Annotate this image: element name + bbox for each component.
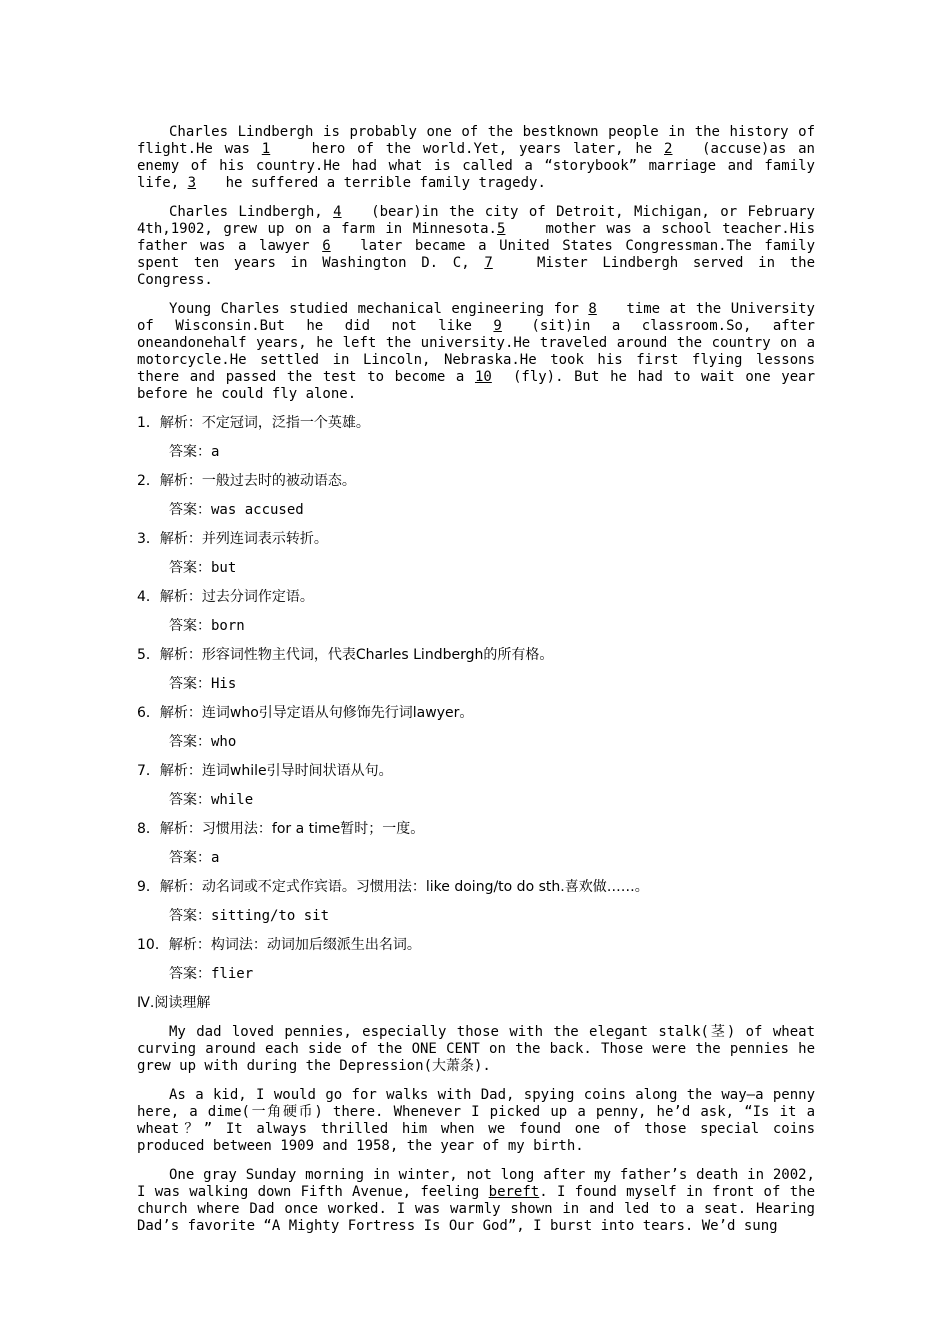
answer-label: 答案： (169, 734, 211, 750)
answer-value: while (211, 792, 254, 808)
explanation-9: 9．解析：动名词或不定式作宾语。习惯用法：like doing/to do sth.喜欢做……。 (137, 879, 649, 895)
blank-5: 5 (497, 221, 506, 237)
text-run: (bear)in the city of Detroit, Michigan, or February 4th,1902, grew up on a farm in Minnesota. (137, 204, 815, 237)
answer-value: a (211, 444, 220, 460)
blank-2: 2 (664, 141, 673, 157)
answer-value: born (211, 618, 245, 634)
blank-7: 7 (484, 255, 493, 271)
blank-8: 8 (588, 301, 597, 317)
answer-2 (137, 502, 815, 519)
blank-1: 1 (261, 141, 271, 157)
text-run: later became a United States Congressman.The family spent ten years in Washington D. C, (137, 238, 815, 271)
cloze-paragraph-2 (137, 204, 815, 289)
explanation-8: 8．解析：习惯用法：for a time暂时；一度。 (137, 821, 425, 837)
cloze-paragraph-3 (137, 301, 815, 403)
text-run: (fly). But he had to wait one year before he could fly alone. (137, 369, 816, 402)
answer-label: 答案： (169, 792, 211, 808)
text-run: (accuse)as an enemy of his country.He had what is called a “storybook” marriage and family life, (137, 141, 815, 191)
blank-6: 6 (322, 238, 331, 254)
text-run: Young Charles studied mechanical engineering for (169, 301, 589, 317)
answer-value: His (211, 676, 237, 692)
answer-10 (137, 966, 815, 983)
text-run: Charles Lindbergh is probably one of the bestknown people in the history of flight.He was (137, 124, 815, 157)
explanation-2: 2．解析：一般过去时的被动语态。 (137, 473, 356, 489)
underlined-word: bereft (488, 1184, 540, 1200)
answer-1 (137, 444, 815, 461)
explanation-6: 6．解析：连词who引导定语从句修饰先行词lawyer。 (137, 705, 474, 721)
blank-9: 9 (493, 318, 502, 334)
text-run: he suffered a terrible family tragedy. (225, 175, 546, 191)
section-title: Ⅳ.阅读理解 (137, 995, 211, 1011)
answer-label: 答案： (169, 676, 211, 692)
answer-label: 答案： (169, 966, 211, 982)
answer-label: 答案： (169, 560, 211, 576)
reading-paragraph-2: As a kid, I would go for walks with Dad, spying coins along the way—a penny here, a dime(一角硬币) there. Whenever I picked up a penny, he’d ask, “Is it a wheat？” It always thrilled him when we found one of those special coins produced between 1909 and 1958, the year of my birth. (137, 1087, 815, 1154)
explanation-5: 5．解析：形容词性物主代词，代表Charles Lindbergh的所有格。 (137, 647, 554, 663)
text-run: Charles Lindbergh, (169, 204, 334, 220)
text-run: Mister Lindbergh served in the Congress. (137, 255, 815, 288)
answer-5 (137, 676, 815, 693)
text-run: time at the University of Wisconsin.But he did not like (137, 301, 815, 334)
answer-label: 答案： (169, 444, 211, 460)
answer-9 (137, 908, 815, 925)
answer-8 (137, 850, 815, 867)
text-run: One gray Sunday morning in winter, not long after my father’s death in 2002, I was walking down Fifth Avenue, feeling (137, 1167, 815, 1200)
answer-3 (137, 560, 815, 577)
explanation-3: 3．解析：并列连词表示转折。 (137, 531, 328, 547)
answer-value: sitting/to sit (211, 908, 330, 924)
explanation-4: 4．解析：过去分词作定语。 (137, 589, 314, 605)
reading-paragraph-1: My dad loved pennies, especially those with the elegant stalk(茎) of wheat curving around each side of the ONE CENT on the back. Those were the pennies he grew up with during the Depression(大萧条). (137, 1024, 815, 1074)
text-run: (sit)in a classroom.So, after oneandonehalf years, he left the university.He traveled around the country on a motorcycle.He settled in Lincoln, Nebraska.He took his first flying lessons there and passed the test to become a (137, 318, 815, 385)
blank-4: 4 (333, 204, 342, 220)
answer-4 (137, 618, 815, 635)
answer-value: was accused (211, 502, 304, 518)
document-content (137, 124, 815, 1247)
answer-label: 答案： (169, 502, 211, 518)
explanation-7: 7．解析：连词while引导时间状语从句。 (137, 763, 393, 779)
text-run: . I found myself in front of the church where Dad once worked. I was warmly shown in and led to a seat. Hearing Dad’s favorite “A Mighty Fortress Is Our God”, I burst into tears. We’d sung (137, 1184, 816, 1234)
answer-7 (137, 792, 815, 809)
explanation-10: 10．解析：构词法：动词加后缀派生出名词。 (137, 937, 421, 953)
blank-10: 10 (474, 369, 492, 385)
answer-label: 答案： (169, 850, 211, 866)
answer-6 (137, 734, 815, 751)
text-run: mother was a school teacher.His father was a lawyer (137, 221, 816, 254)
answer-value: a (211, 850, 220, 866)
explanation-1: 1．解析：不定冠词，泛指一个英雄。 (137, 415, 370, 431)
answer-value: flier (211, 966, 254, 982)
blank-3: 3 (187, 175, 197, 191)
answer-value: but (211, 560, 237, 576)
reading-paragraph-3 (137, 1167, 815, 1235)
cloze-paragraph-1 (137, 124, 815, 192)
text-run: hero of the world.Yet, years later, he (299, 141, 665, 157)
answer-label: 答案： (169, 908, 211, 924)
answer-value: who (211, 734, 237, 750)
answer-label: 答案： (169, 618, 211, 634)
